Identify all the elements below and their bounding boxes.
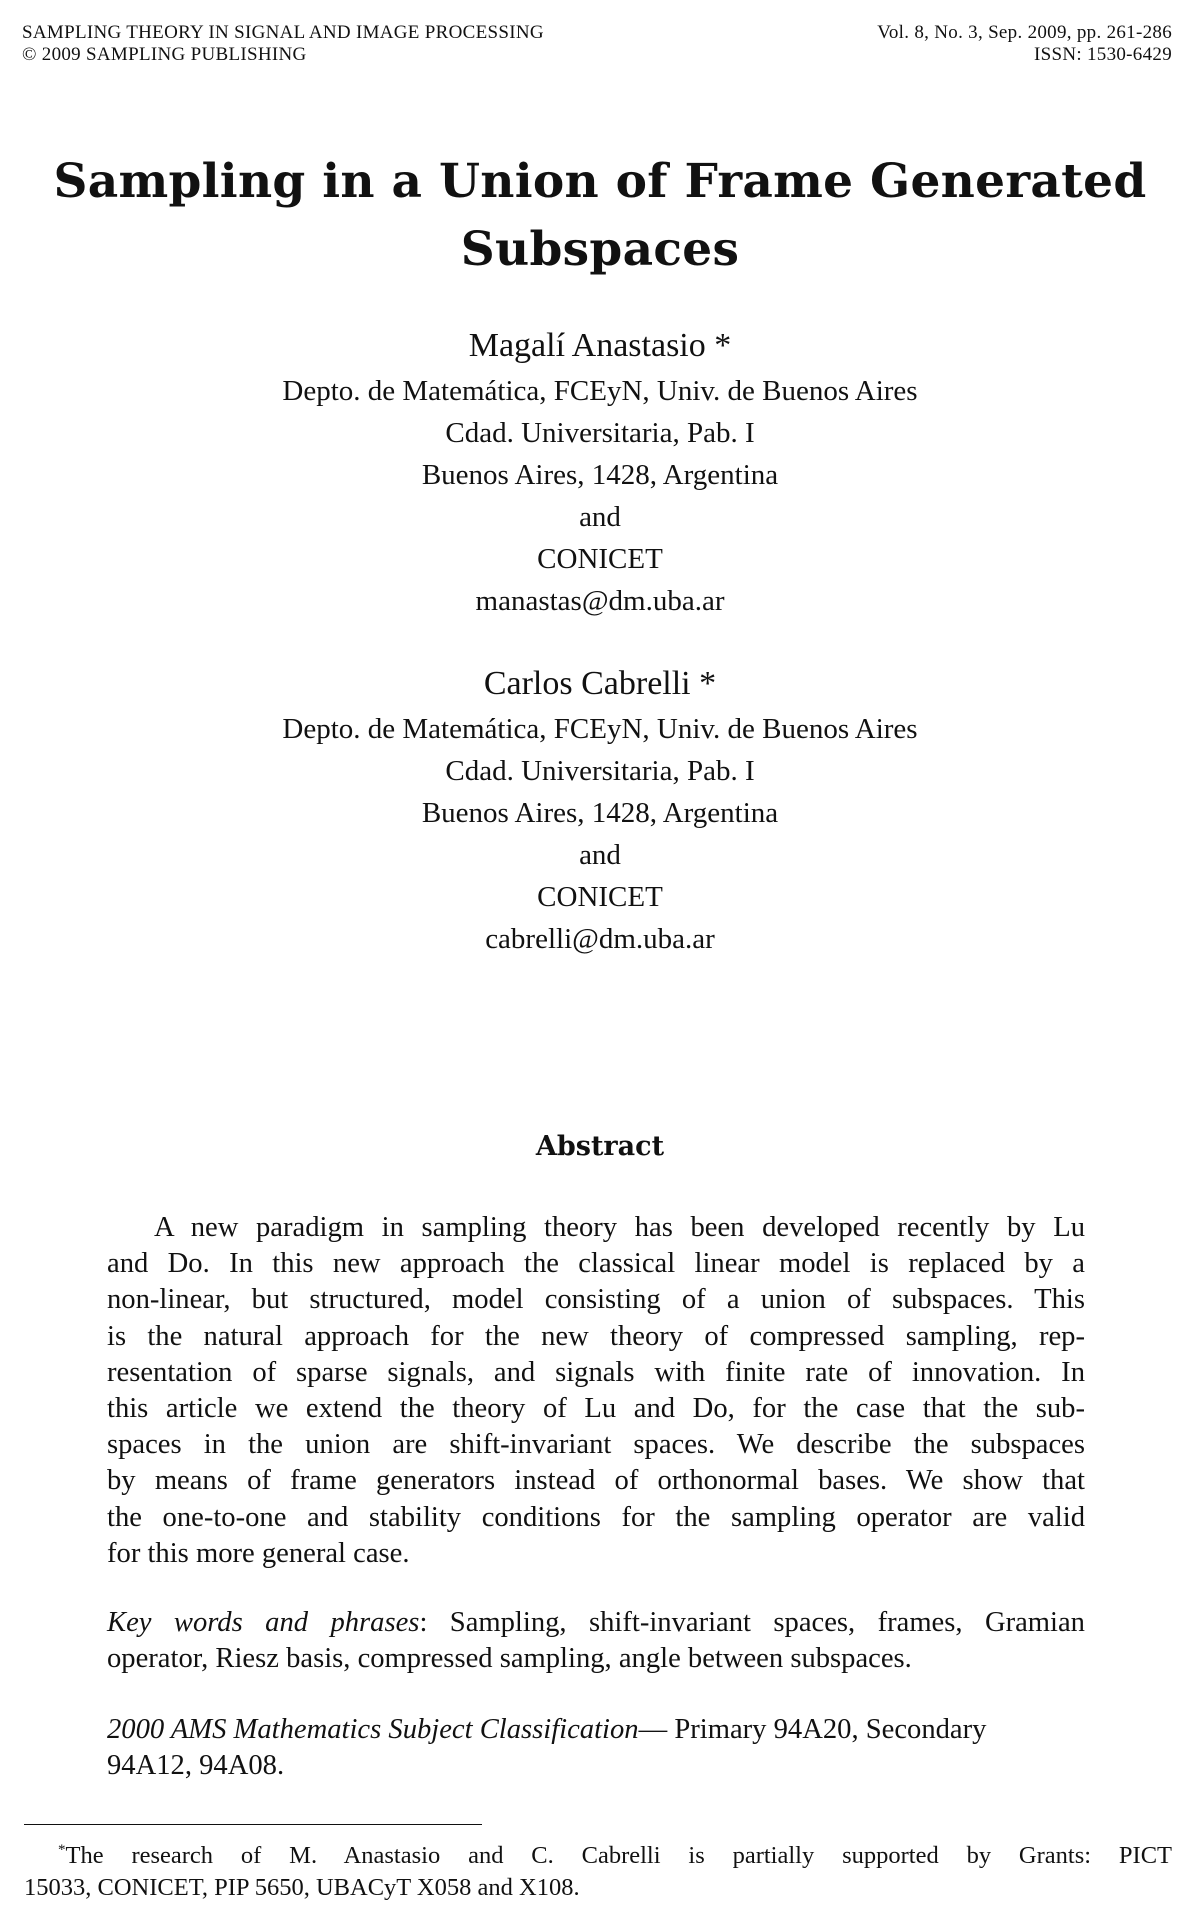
title-line-1: Sampling in a Union of Frame Generated	[53, 154, 1147, 209]
affiliation-line: and	[579, 839, 621, 871]
author-block-2	[0, 660, 1200, 960]
abstract-line: resentation of sparse signals, and signals with finite rate of innovation. In	[107, 1356, 1085, 1388]
running-header	[22, 22, 1172, 66]
journal-name: SAMPLING THEORY IN SIGNAL AND IMAGE PROCESSING	[22, 22, 544, 43]
abstract-line: this article we extend the theory of Lu and Do, for the case that the sub-	[107, 1393, 1085, 1425]
abstract-line: for this more general case.	[107, 1537, 410, 1569]
keywords-label: Key words and phrases	[107, 1607, 420, 1638]
author-email: manastas@dm.uba.ar	[475, 585, 725, 617]
msc-classification	[107, 1712, 1092, 1784]
affiliation-line: Cdad. Universitaria, Pab. I	[445, 417, 755, 449]
affiliation-line: Depto. de Matemática, FCEyN, Univ. de Buenos Aires	[282, 375, 918, 407]
affiliation-line: Depto. de Matemática, FCEyN, Univ. de Buenos Aires	[282, 713, 918, 745]
volume-info: Vol. 8, No. 3, Sep. 2009, pp. 261-286	[877, 22, 1172, 43]
issn: ISSN: 1530-6429	[1033, 44, 1172, 65]
footnote-rule	[24, 1824, 482, 1825]
affiliation-line: CONICET	[537, 543, 663, 575]
footnote-line-1: The research of M. Anastasio and C. Cabrelli is partially supported by Grants: PICT	[65, 1842, 1172, 1869]
abstract-line: is the natural approach for the new theory of compressed sampling, rep-	[107, 1320, 1085, 1352]
paper-title	[0, 148, 1200, 284]
keywords-line-2: operator, Riesz basis, compressed sampling, angle between subspaces.	[107, 1643, 912, 1675]
abstract-line: A new paradigm in sampling theory has been developed recently by Lu	[154, 1212, 1085, 1243]
affiliation-line: Cdad. Universitaria, Pab. I	[445, 755, 755, 787]
title-line-2: Subspaces	[460, 222, 740, 277]
keywords-text: : Sampling, shift-invariant spaces, frames, Gramian	[419, 1607, 1085, 1638]
author-name: Carlos Cabrelli *	[483, 665, 717, 702]
abstract-line: spaces in the union are shift-invariant spaces. We describe the subspaces	[107, 1429, 1085, 1461]
author-email: cabrelli@dm.uba.ar	[485, 923, 715, 955]
abstract-line: the one-to-one and stability conditions for the sampling operator are valid	[107, 1501, 1085, 1533]
affiliation-line: Buenos Aires, 1428, Argentina	[421, 459, 779, 491]
abstract-body	[107, 1210, 1085, 1572]
affiliation-line: and	[579, 501, 621, 533]
msc-label: 2000 AMS Mathematics Subject Classification	[107, 1714, 639, 1745]
affiliation-line: CONICET	[537, 881, 663, 913]
msc-text: — Primary 94A20, Secondary	[638, 1714, 987, 1745]
abstract-line: by means of frame generators instead of orthonormal bases. We show that	[107, 1465, 1085, 1497]
footnote-line-2: 15033, CONICET, PIP 5650, UBACyT X058 and X108.	[24, 1874, 580, 1901]
copyright-notice: © 2009 SAMPLING PUBLISHING	[22, 44, 307, 65]
footnote	[24, 1834, 1172, 1904]
abstract-line: and Do. In this new approach the classical linear model is replaced by a	[107, 1248, 1085, 1280]
msc-line-2: 94A12, 94A08.	[107, 1750, 285, 1782]
abstract-heading: Abstract	[535, 1131, 665, 1162]
author-name: Magalí Anastasio *	[468, 327, 732, 364]
author-block-1	[0, 322, 1200, 622]
abstract-line: non-linear, but structured, model consisting of a union of subspaces. This	[107, 1284, 1085, 1316]
footnote-marker: *	[58, 1842, 66, 1858]
keywords	[107, 1605, 1085, 1677]
affiliation-line: Buenos Aires, 1428, Argentina	[421, 797, 779, 829]
